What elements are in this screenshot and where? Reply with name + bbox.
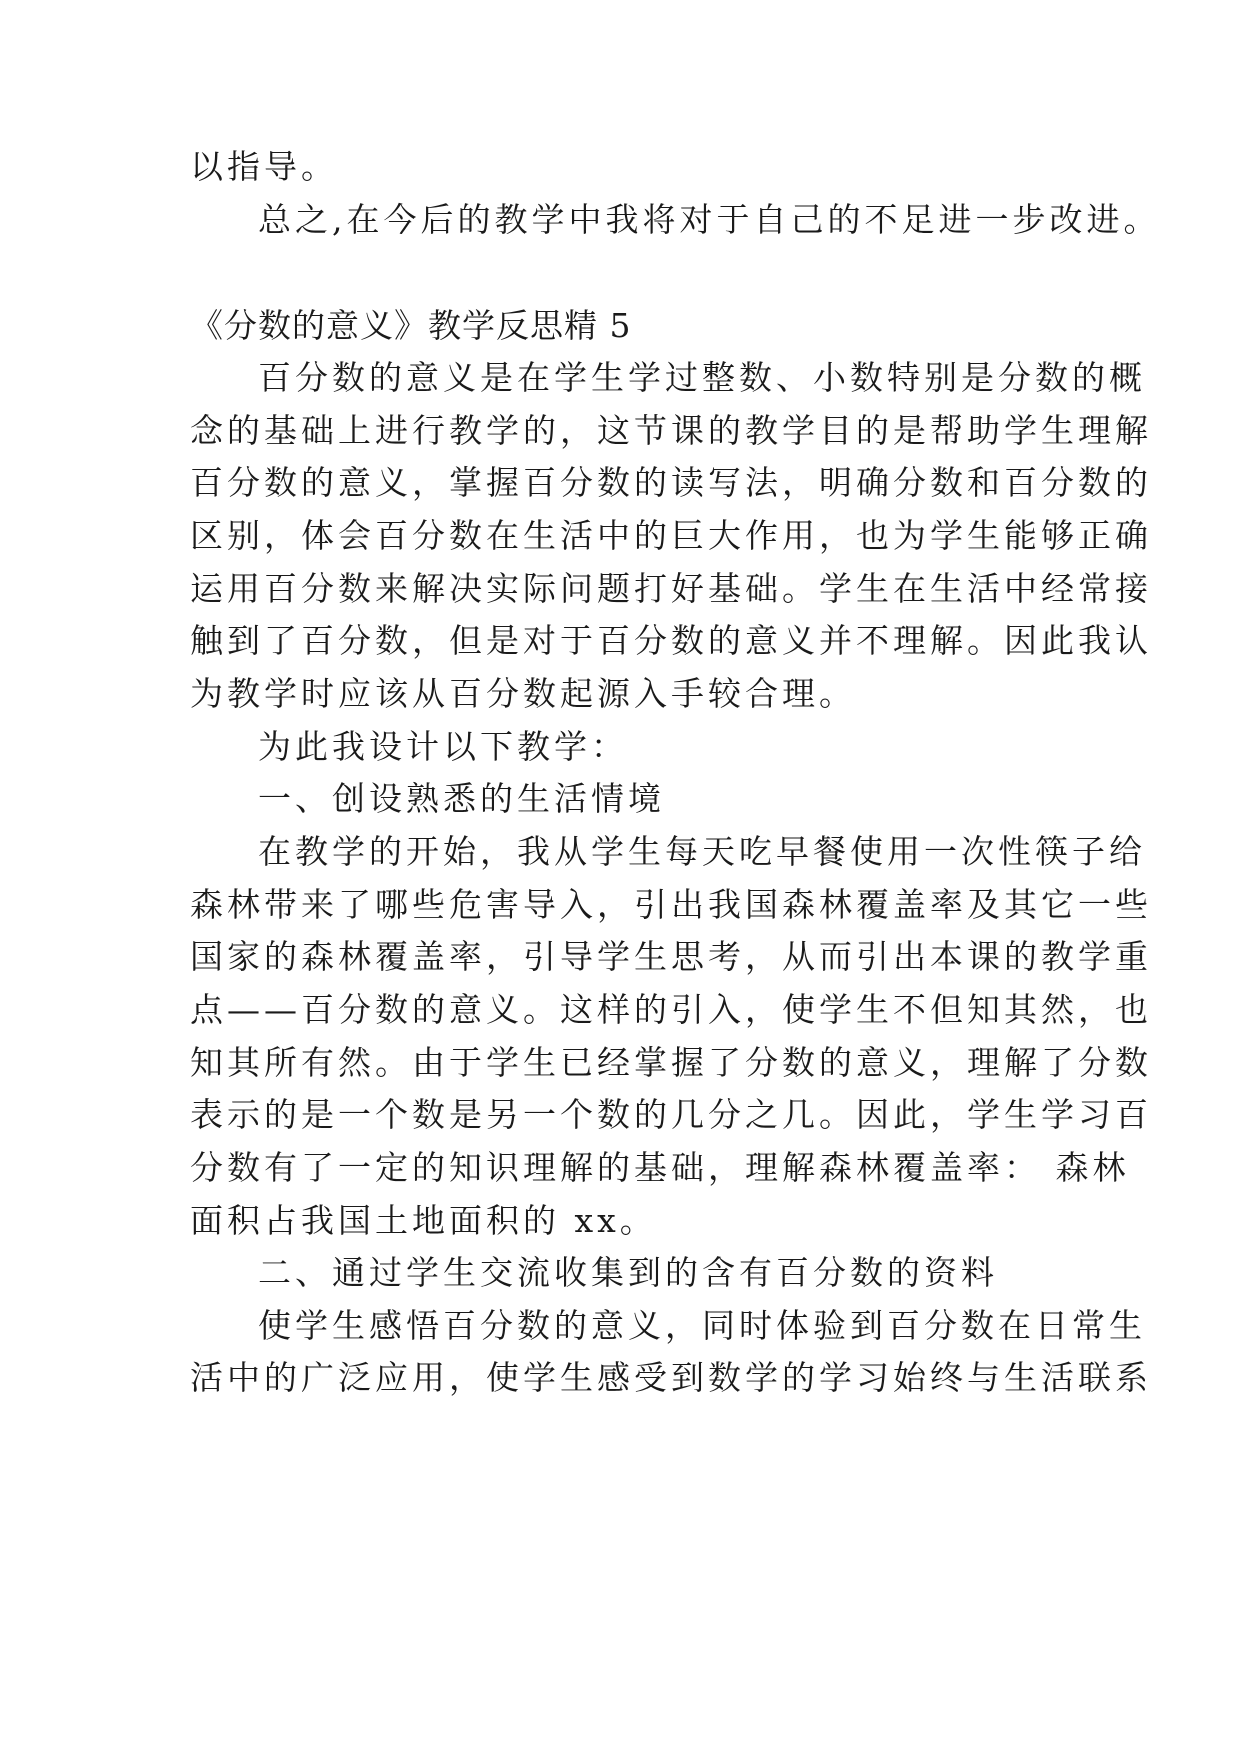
text-line: 国家的森林覆盖率，引导学生思考，从而引出本课的教学重 — [190, 937, 1152, 976]
section-title: 《分数的意义》教学反思精 5 — [190, 306, 632, 345]
text-line: 活中的广泛应用，使学生感受到数学的学习始终与生活联系 — [190, 1358, 1152, 1397]
subheading: 二、通过学生交流收集到的含有百分数的资料 — [258, 1253, 998, 1292]
text-line: 百分数的意义，掌握百分数的读写法，明确分数和百分数的 — [190, 463, 1152, 502]
text-line: 点——百分数的意义。这样的引入，使学生不但知其然，也 — [190, 990, 1152, 1029]
text-line: 使学生感悟百分数的意义，同时体验到百分数在日常生 — [258, 1306, 1146, 1345]
text-line: 运用百分数来解决实际问题打好基础。学生在生活中经常接 — [190, 569, 1152, 608]
text-line: 面积占我国土地面积的 xx。 — [190, 1201, 657, 1240]
text-line: 在教学的开始，我从学生每天吃早餐使用一次性筷子给 — [258, 832, 1146, 871]
text-line: 百分数的意义是在学生学过整数、小数特别是分数的概 — [258, 358, 1146, 397]
text-line: 为教学时应该从百分数起源入手较合理。 — [190, 674, 856, 713]
text-line: 总之,在今后的教学中我将对于自己的不足进一步改进。 — [258, 200, 1161, 239]
text-line: 森林带来了哪些危害导入，引出我国森林覆盖率及其它一些 — [190, 885, 1152, 924]
text-line: 区别，体会百分数在生活中的巨大作用，也为学生能够正确 — [190, 516, 1152, 555]
text-line: 表示的是一个数是另一个数的几分之几。因此，学生学习百 — [190, 1095, 1152, 1134]
text-line: 念的基础上进行教学的，这节课的教学目的是帮助学生理解 — [190, 411, 1152, 450]
text-line: 触到了百分数，但是对于百分数的意义并不理解。因此我认 — [190, 621, 1152, 660]
text-line: 为此我设计以下教学： — [258, 727, 628, 766]
text-line: 知其所有然。由于学生已经掌握了分数的意义，理解了分数 — [190, 1043, 1152, 1082]
text-line: 以指导。 — [190, 147, 338, 186]
subheading: 一、创设熟悉的生活情境 — [258, 779, 665, 818]
text-line: 分数有了一定的知识理解的基础，理解森林覆盖率： 森林 — [190, 1148, 1130, 1187]
